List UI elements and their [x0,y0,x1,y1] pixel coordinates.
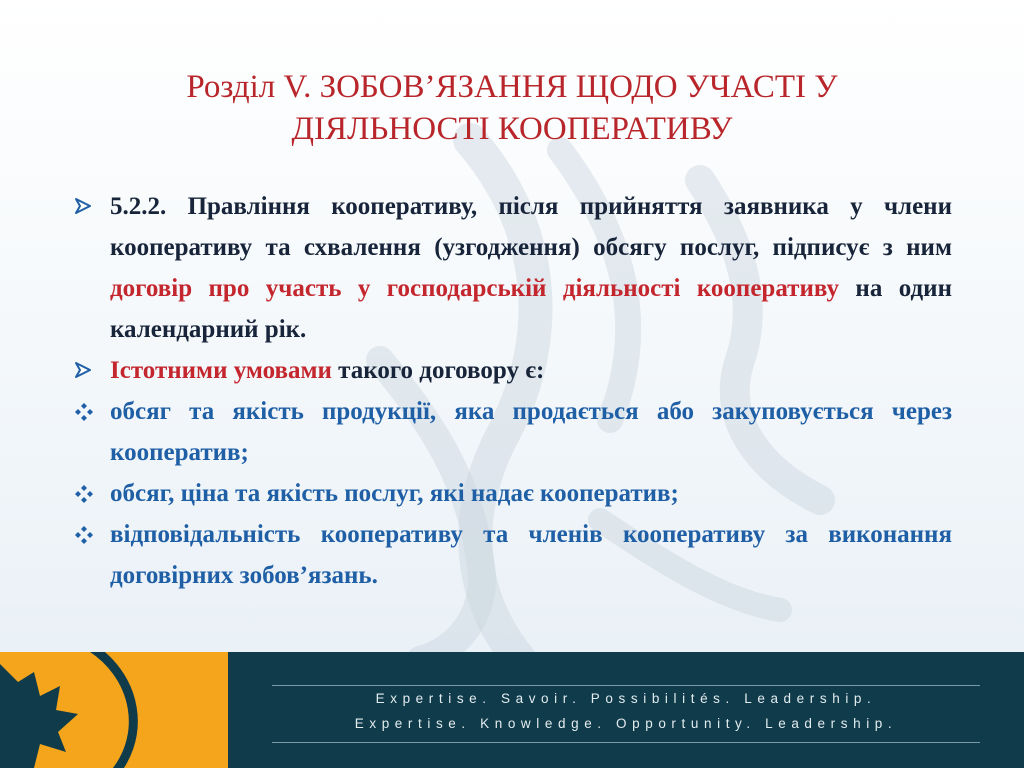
footer-motto-en: Expertise. Knowledge. Opportunity. Leadership. [354,716,898,731]
text-run: на один календарний рік. [110,275,952,343]
list-item-text: відповідальність кооперативу та членів кооперативу за виконання договірних зобов’язань. [110,521,952,589]
list-item [74,186,952,350]
diamond-bullet-icon [74,473,110,514]
terms-highlight: Істотними умовами [110,357,332,384]
slide-title-line-1: Розділ V. ЗОБОВ’ЯЗАННЯ ЩОДО УЧАСТІ У [186,69,838,105]
arrow-bullet-icon [74,350,110,391]
footer-motto-fr: Expertise. Savoir. Possibilités. Leadership. [375,691,877,706]
maple-leaf-logo-icon [0,652,228,768]
footer-bar [0,652,1024,768]
diamond-bullet-icon [74,391,110,432]
footer-divider-bottom [272,742,980,743]
list-item [74,391,952,473]
list-item-text [110,186,952,350]
slide-title-line-2: ДІЯЛЬНОСТІ КООПЕРАТИВУ [291,111,733,147]
contract-highlight: договір про участь у господарській діяльності кооперативу [110,275,840,302]
arrow-bullet-icon [74,186,110,227]
list-item-text: обсяг, ціна та якість послуг, які надає кооператив; [110,480,679,507]
footer-divider-top [272,685,980,686]
text-run: такого договору є: [331,357,545,384]
text-run: 5.2.2. Правління кооперативу, після прийняття заявника у члени кооперативу та схвалення (узгодження) обсягу послуг, підписує з ним [110,193,952,261]
list-item [74,473,952,514]
list-item-text [110,350,952,391]
list-item [74,514,952,596]
list-item [74,350,952,391]
bullet-list [74,186,952,596]
list-item-text: обсяг та якість продукції, яка продається або закуповується через кооператив; [110,398,952,466]
slide-title [60,66,964,150]
diamond-bullet-icon [74,514,110,555]
